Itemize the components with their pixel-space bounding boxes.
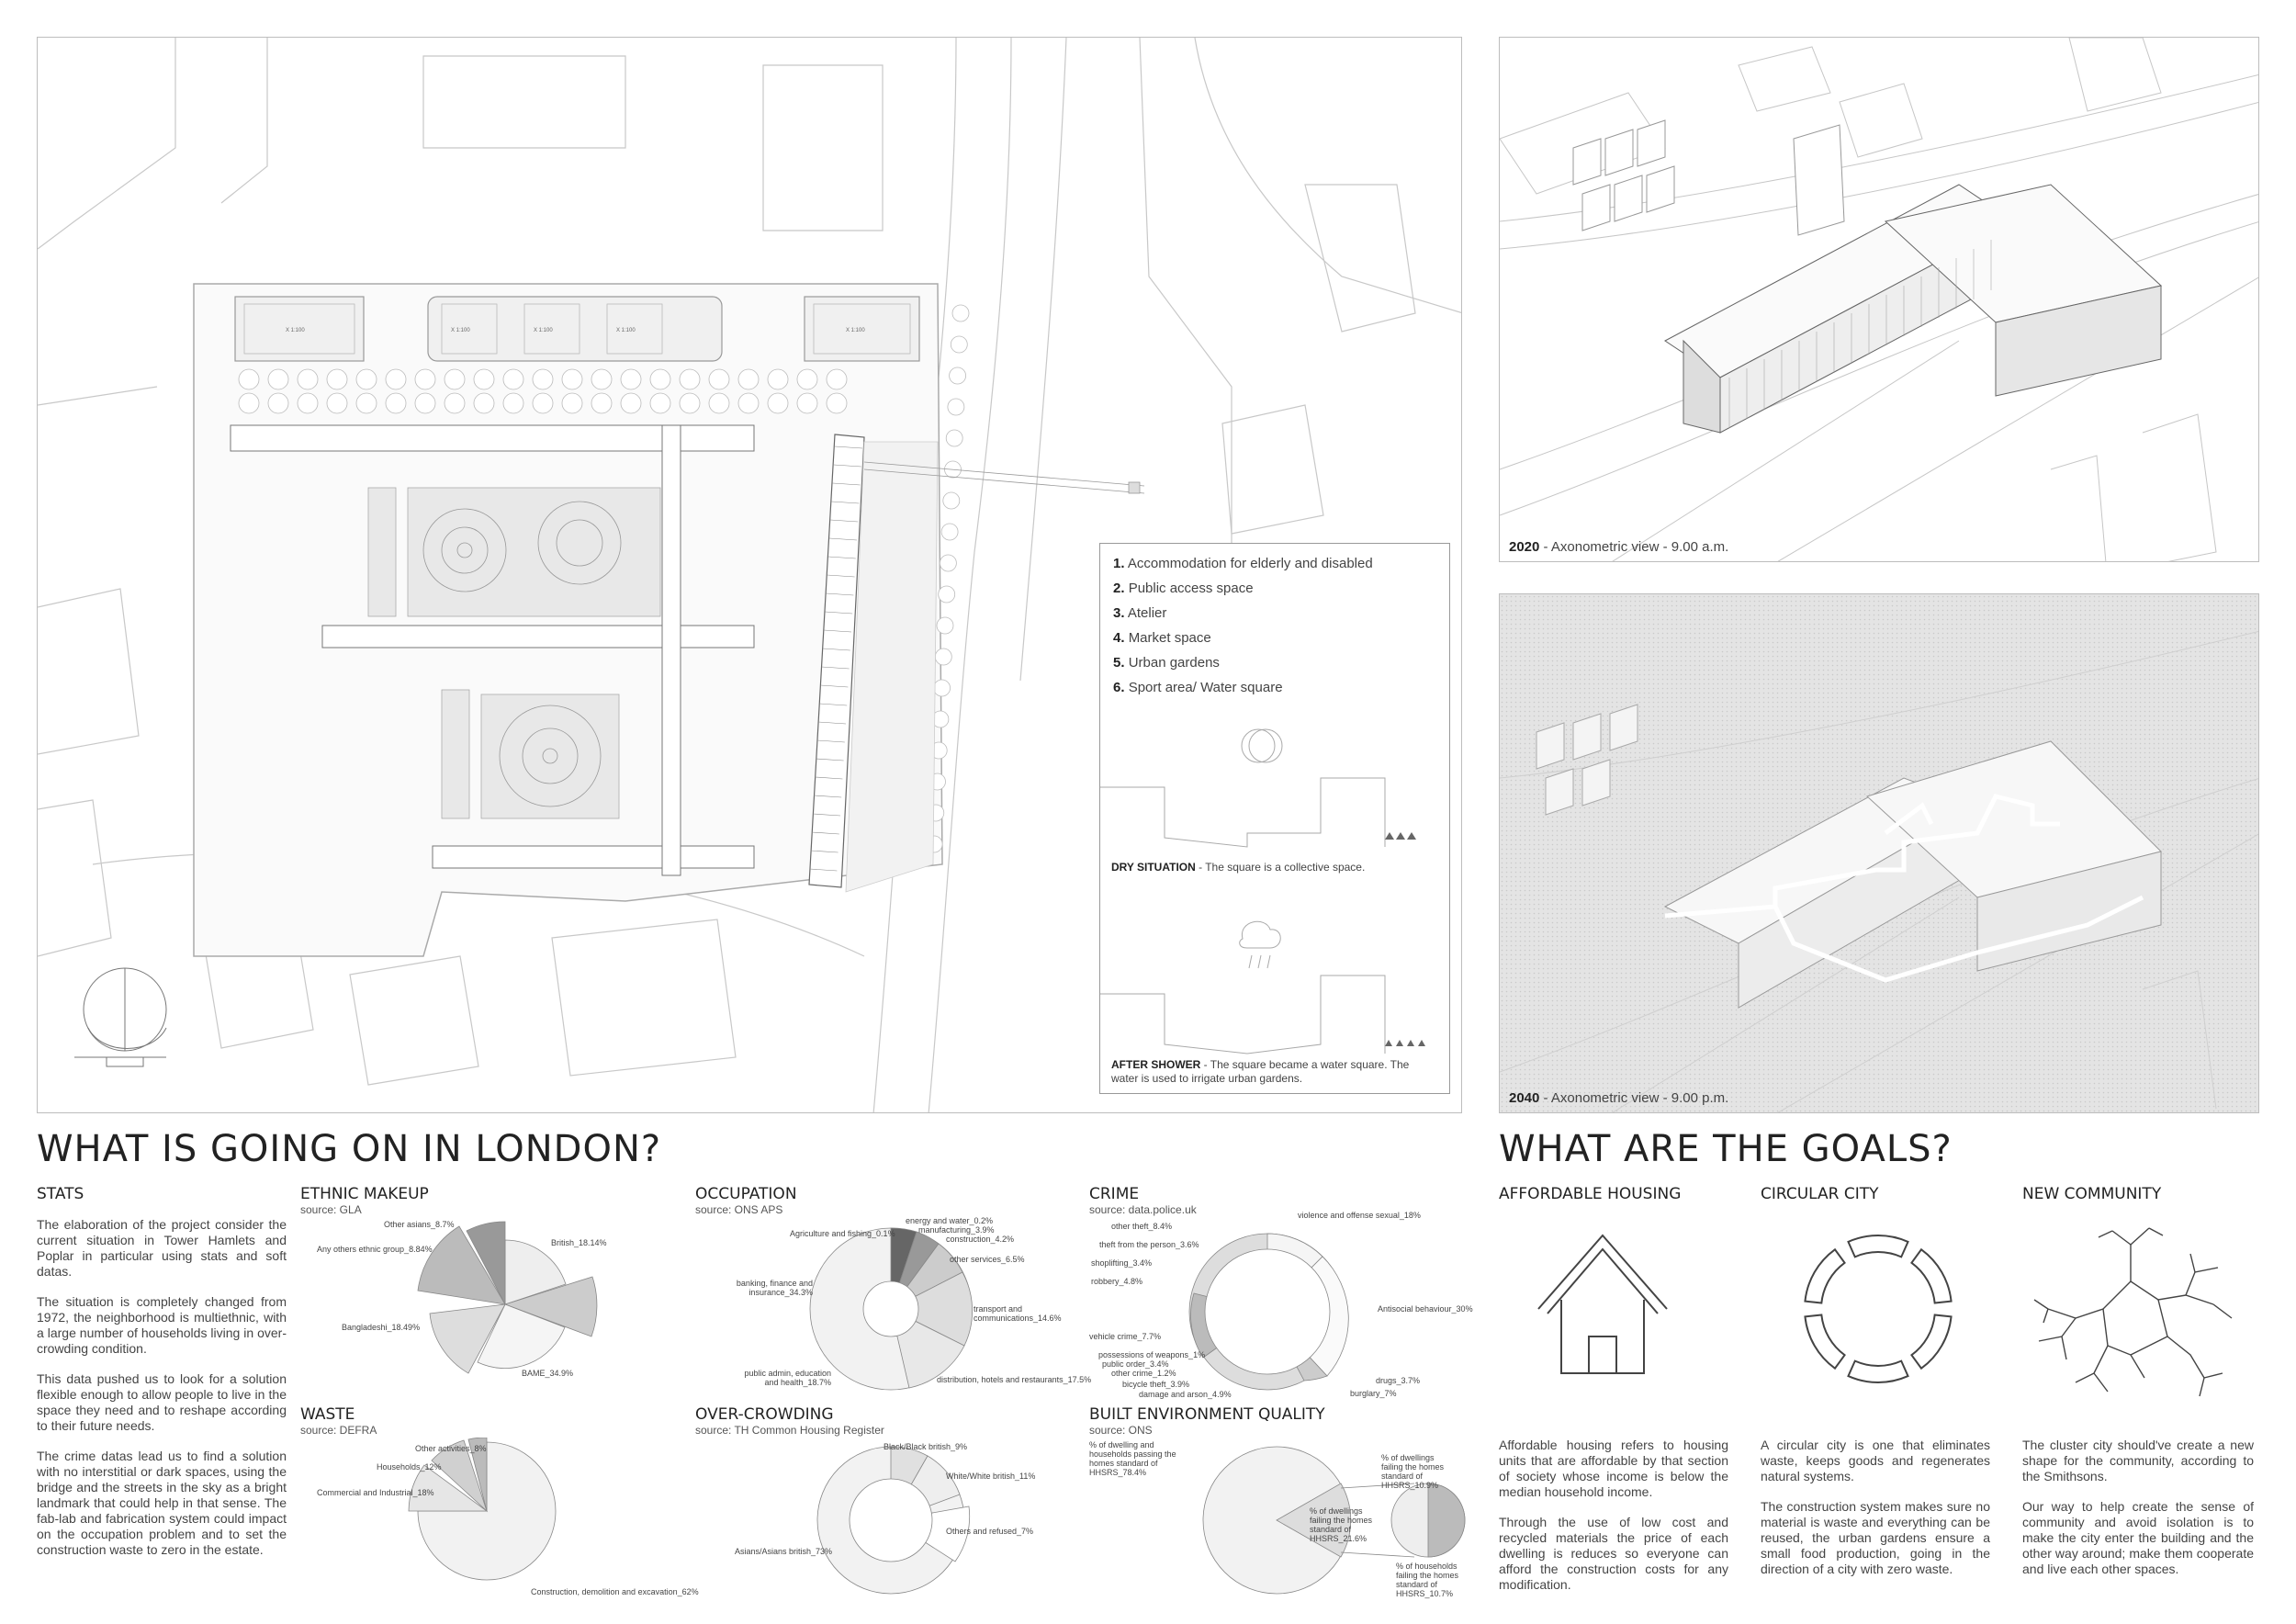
court-label: X 1:100 — [846, 328, 865, 333]
tree-symbol — [680, 369, 700, 389]
stats-heading: STATS — [37, 1185, 84, 1203]
circular-segment — [1805, 1249, 1844, 1303]
circular-segment — [1911, 1249, 1951, 1303]
chart-label: banking, finance and insurance_34.3% — [736, 1279, 813, 1297]
goals-section-title: WHAT ARE THE GOALS? — [1499, 1128, 1953, 1170]
tree-symbol — [503, 369, 523, 389]
tree-symbol — [474, 369, 494, 389]
axonometric-2040-caption: 2040 - Axonometric view - 9.00 p.m. — [1509, 1090, 1729, 1106]
legend-item: 2. Public access space — [1113, 581, 1254, 596]
tree-symbol — [738, 369, 759, 389]
cluster-network-icon — [2020, 1217, 2241, 1401]
court-label: X 1:100 — [451, 328, 470, 333]
tree-symbol — [239, 369, 259, 389]
tree-symbol — [591, 369, 612, 389]
tree-symbol — [533, 369, 553, 389]
stats-text: The elaboration of the project consider the current situation in Tower Hamlets and Poplar in particular using stats and soft datas. The situation is completely changed from 1972, the neighborhood is multiethnic, with a large number of households living in over-crowding condition. This data pushed us to look for a solution flexible enough to allow people to live in the space they need and to reshape according to their future needs. The crime datas lead us to find a solution with no interstitial or dark spaces, using the bridge and the streets in the sky as a bright landmark that could help in that sense. The fab-lab and fabrication system could impact on the occupation problem and to set the construction waste to zero in the estate. — [37, 1217, 287, 1557]
tree-symbol — [827, 369, 847, 389]
chart-label: bicycle theft_3.9% — [1122, 1380, 1190, 1389]
tree-symbol — [937, 617, 953, 634]
square-sections — [1100, 544, 1449, 1093]
site-plan-panel — [37, 37, 1462, 1113]
chart-label: manufacturing_3.9% — [918, 1225, 995, 1235]
chart-label: construction_4.2% — [946, 1235, 1015, 1244]
axonometric-2020-caption: 2020 - Axonometric view - 9.00 a.m. — [1509, 539, 1729, 555]
ethnic-makeup-heading: ETHNIC MAKEUP — [300, 1185, 429, 1203]
chart-label: Households_12% — [377, 1462, 442, 1472]
goal-text-circular-city: A circular city is one that eliminates waste, keeps goods and regenerates natural systems. The construction system makes sure no material is waste and everything can be reused, the urban gardens ensure a small food production, going in the direction of a city with zero waste. — [1761, 1438, 1990, 1576]
tree-symbol — [650, 393, 670, 413]
tree-symbol — [386, 393, 406, 413]
dry-situation-caption: DRY SITUATION - The square is a collective space. — [1111, 861, 1366, 874]
tree-symbol — [474, 393, 494, 413]
chart-label: White/White british_11% — [946, 1472, 1036, 1481]
occupation-heading: OCCUPATION — [695, 1185, 797, 1203]
tree-symbol — [943, 492, 960, 509]
chart-label: Other activities_8% — [415, 1444, 487, 1453]
circular-segment — [1848, 1235, 1908, 1257]
legend-item: 6. Sport area/ Water square — [1113, 680, 1283, 695]
tree-symbol — [797, 393, 817, 413]
chart-label: drugs_3.7% — [1376, 1376, 1421, 1385]
chart-label: Commercial and Industrial_18% — [317, 1488, 434, 1497]
circular-segment — [1911, 1314, 1951, 1368]
waste-heading: WASTE — [300, 1405, 355, 1424]
overcrowding-chart — [799, 1438, 983, 1603]
chart-label: Black/Black british_9% — [884, 1442, 968, 1451]
tree-symbol — [445, 393, 465, 413]
court-label: X 1:100 — [534, 328, 553, 333]
chart-label: Others and refused_7% — [946, 1527, 1034, 1536]
legend-item: 1. Accommodation for elderly and disabled — [1113, 556, 1373, 571]
tree-symbol — [934, 680, 951, 696]
goal-text-new-community: The cluster city should've create a new shape for the community, according to the Smithsons. Our way to help create the sense of community and avoid isolation is to make the city enter the building and the other way around; make them cooperate and live each other spaces. — [2022, 1438, 2254, 1576]
tree-symbol — [768, 369, 788, 389]
chart-label: other theft_8.4% — [1111, 1222, 1173, 1231]
tree-symbol — [952, 305, 969, 321]
circular-arrows-icon — [1791, 1222, 1965, 1396]
built-environment-heading: BUILT ENVIRONMENT QUALITY — [1089, 1405, 1325, 1424]
tree-symbol — [445, 369, 465, 389]
goal-text-affordable-housing: Affordable housing refers to housing units that are affordable by that section of society whose income is below the median household income. Through the use of low cost and recycled materials the price of each dwelling is reduces so everyone can afford the construction costs for any modification. — [1499, 1438, 1728, 1592]
chart-label: Other asians_8.7% — [384, 1220, 455, 1229]
tree-symbol — [356, 369, 377, 389]
chart-label: burglary_7% — [1350, 1389, 1397, 1398]
tree-symbol — [327, 369, 347, 389]
chart-label: robbery_4.8% — [1091, 1277, 1143, 1286]
tree-symbol — [709, 369, 729, 389]
chart-label: % of dwellings failing the homes standard of HHSRS_10.9% — [1381, 1453, 1445, 1490]
chart-label: % of dwelling and households passing the homes standard of HHSRS_78.4% — [1089, 1440, 1176, 1477]
tree-symbol — [621, 369, 641, 389]
tree-symbol — [950, 367, 966, 384]
chart-label: possessions of weapons_1% — [1098, 1350, 1206, 1359]
chart-label: BAME_34.9% — [522, 1369, 574, 1378]
tree-symbol — [268, 369, 288, 389]
tree-symbol — [827, 393, 847, 413]
axonometric-2040-panel — [1499, 593, 2259, 1113]
legend-item: 3. Atelier — [1113, 605, 1167, 621]
circular-segment — [1848, 1361, 1908, 1382]
tree-symbol — [940, 555, 956, 571]
goal-heading-new-community: NEW COMMUNITY — [2022, 1185, 2162, 1203]
tree-symbol — [709, 393, 729, 413]
tree-symbol — [946, 430, 962, 446]
tree-symbol — [935, 648, 951, 665]
crime-source: source: data.police.uk — [1089, 1203, 1197, 1216]
built-environment-source: source: ONS — [1089, 1424, 1153, 1437]
tree-symbol — [533, 393, 553, 413]
crime-heading: CRIME — [1089, 1185, 1140, 1203]
chart-label: Antisocial behaviour_30% — [1378, 1304, 1473, 1314]
tree-symbol — [327, 393, 347, 413]
chart-label: British_18.14% — [551, 1238, 607, 1247]
goal-heading-affordable-housing: AFFORDABLE HOUSING — [1499, 1185, 1682, 1203]
chart-label: public admin, education and health_18.7% — [744, 1369, 831, 1387]
goal-heading-circular-city: CIRCULAR CITY — [1761, 1185, 1879, 1203]
plan-legend — [1099, 543, 1450, 1094]
tree-symbol — [239, 393, 259, 413]
chart-label: Bangladeshi_18.49% — [342, 1323, 421, 1332]
tree-symbol — [650, 369, 670, 389]
overcrowding-source: source: TH Common Housing Register — [695, 1424, 884, 1437]
tree-symbol — [415, 393, 435, 413]
axonometric-2040-drawing — [1500, 594, 2259, 1113]
chart-label: theft from the person_3.6% — [1099, 1240, 1199, 1249]
chart-label: distribution, hotels and restaurants_17.5% — [937, 1375, 1092, 1384]
tree-symbol — [939, 586, 955, 603]
chart-label: transport and communications_14.6% — [974, 1304, 1062, 1323]
house-icon — [1529, 1226, 1676, 1382]
after-shower-caption: AFTER SHOWER - The square became a water square. The water is used to irrigate urban gardens. — [1111, 1058, 1410, 1085]
legend-item: 5. Urban gardens — [1113, 655, 1220, 671]
tree-symbol — [386, 369, 406, 389]
tree-symbol — [562, 369, 582, 389]
tree-symbol — [951, 336, 967, 353]
tree-symbol — [948, 399, 964, 415]
tree-symbol — [503, 393, 523, 413]
chart-label: other services_6.5% — [950, 1255, 1025, 1264]
legend-item: 4. Market space — [1113, 630, 1211, 646]
chart-label: vehicle crime_7.7% — [1089, 1332, 1162, 1341]
chart-label: public order_3.4% — [1102, 1359, 1169, 1369]
overcrowding-heading: OVER-CROWDING — [695, 1405, 834, 1424]
chart-label: violence and offense sexual_18% — [1298, 1211, 1421, 1220]
crime-chart — [1166, 1211, 1387, 1413]
chart-label: shoplifting_3.4% — [1091, 1258, 1153, 1268]
tree-symbol — [356, 393, 377, 413]
chart-label: other crime_1.2% — [1111, 1369, 1176, 1378]
chart-label: % of households failing the homes standard of HHSRS_10.7% — [1396, 1562, 1459, 1598]
court-label: X 1:100 — [286, 328, 305, 333]
occupation-source: source: ONS APS — [695, 1203, 783, 1216]
tree-symbol — [298, 393, 318, 413]
chart-label: Construction, demolition and excavation_62% — [531, 1587, 699, 1596]
chart-label: Any others ethnic group_8.84% — [317, 1245, 433, 1254]
chart-label: energy and water_0.2% — [906, 1216, 994, 1225]
axonometric-2020-panel — [1499, 37, 2259, 562]
tree-symbol — [738, 393, 759, 413]
tree-symbol — [268, 393, 288, 413]
chart-label: Asians/Asians british_73% — [735, 1547, 833, 1556]
tree-symbol — [298, 369, 318, 389]
waste-source: source: DEFRA — [300, 1424, 377, 1437]
tree-symbol — [562, 393, 582, 413]
tree-symbol — [415, 369, 435, 389]
tree-symbol — [941, 524, 958, 540]
axonometric-2020-drawing — [1500, 38, 2259, 562]
tree-symbol — [621, 393, 641, 413]
tree-symbol — [680, 393, 700, 413]
chart-label: Agriculture and fishing_0.1% — [790, 1229, 895, 1238]
tree-symbol — [768, 393, 788, 413]
tree-symbol — [591, 393, 612, 413]
ethnic-makeup-source: source: GLA — [300, 1203, 362, 1216]
circular-segment — [1805, 1314, 1844, 1368]
tree-symbol — [797, 369, 817, 389]
london-section-title: WHAT IS GOING ON IN LONDON? — [37, 1128, 662, 1170]
chart-label: damage and arson_4.9% — [1139, 1390, 1232, 1399]
chart-label: % of dwellings failing the homes standard of HHSRS_21.6% — [1310, 1506, 1373, 1543]
court-label: X 1:100 — [616, 328, 636, 333]
